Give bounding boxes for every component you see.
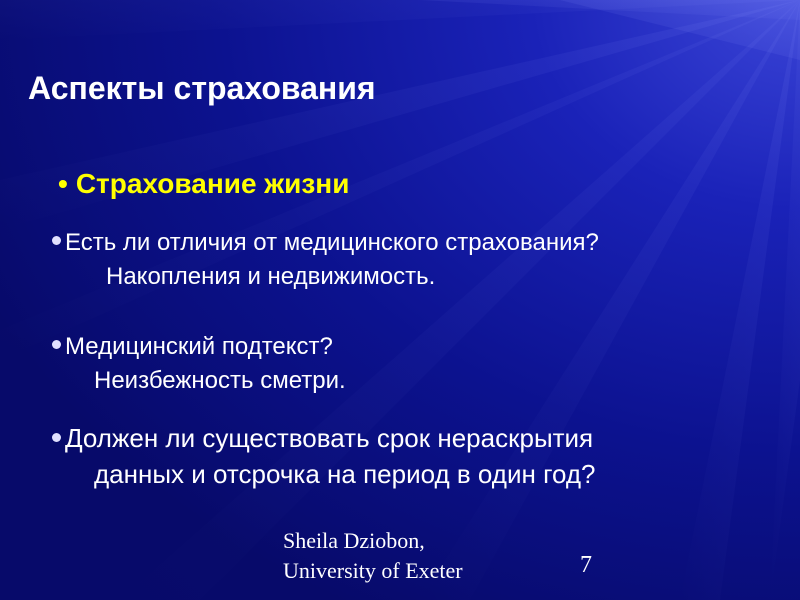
bullet-text-line1: Медицинский подтекст? xyxy=(65,333,333,360)
slide-subtitle xyxy=(58,168,349,200)
bullet-dot-icon xyxy=(52,236,61,245)
bullet-text-line1: Должен ли существовать срок нераскрытия xyxy=(65,423,594,453)
bullet-item xyxy=(52,226,599,294)
slide-footer xyxy=(283,526,463,586)
footer-author: Sheila Dziobon, xyxy=(283,528,425,553)
subtitle-text: Страхование жизни xyxy=(75,168,350,199)
slide-title: Аспекты страхования xyxy=(28,70,376,106)
bullet-text-line1: Есть ли отличия от медицинского страхования? xyxy=(65,229,599,256)
subtitle-bullet: • xyxy=(58,168,68,199)
bullet-text-line2: Неизбежность сметри. xyxy=(94,367,346,394)
bullet-text-line2: Накопления и недвижимость. xyxy=(106,263,436,290)
bullet-dot-icon xyxy=(52,433,61,442)
footer-institution: University of Exeter xyxy=(283,558,463,583)
bullet-item xyxy=(52,330,346,398)
bullet-item xyxy=(52,420,596,492)
bullet-dot-icon xyxy=(52,340,61,349)
page-number: 7 xyxy=(580,552,592,578)
bullet-text-line2: данных и отсрочка на период в один год? xyxy=(94,459,596,489)
